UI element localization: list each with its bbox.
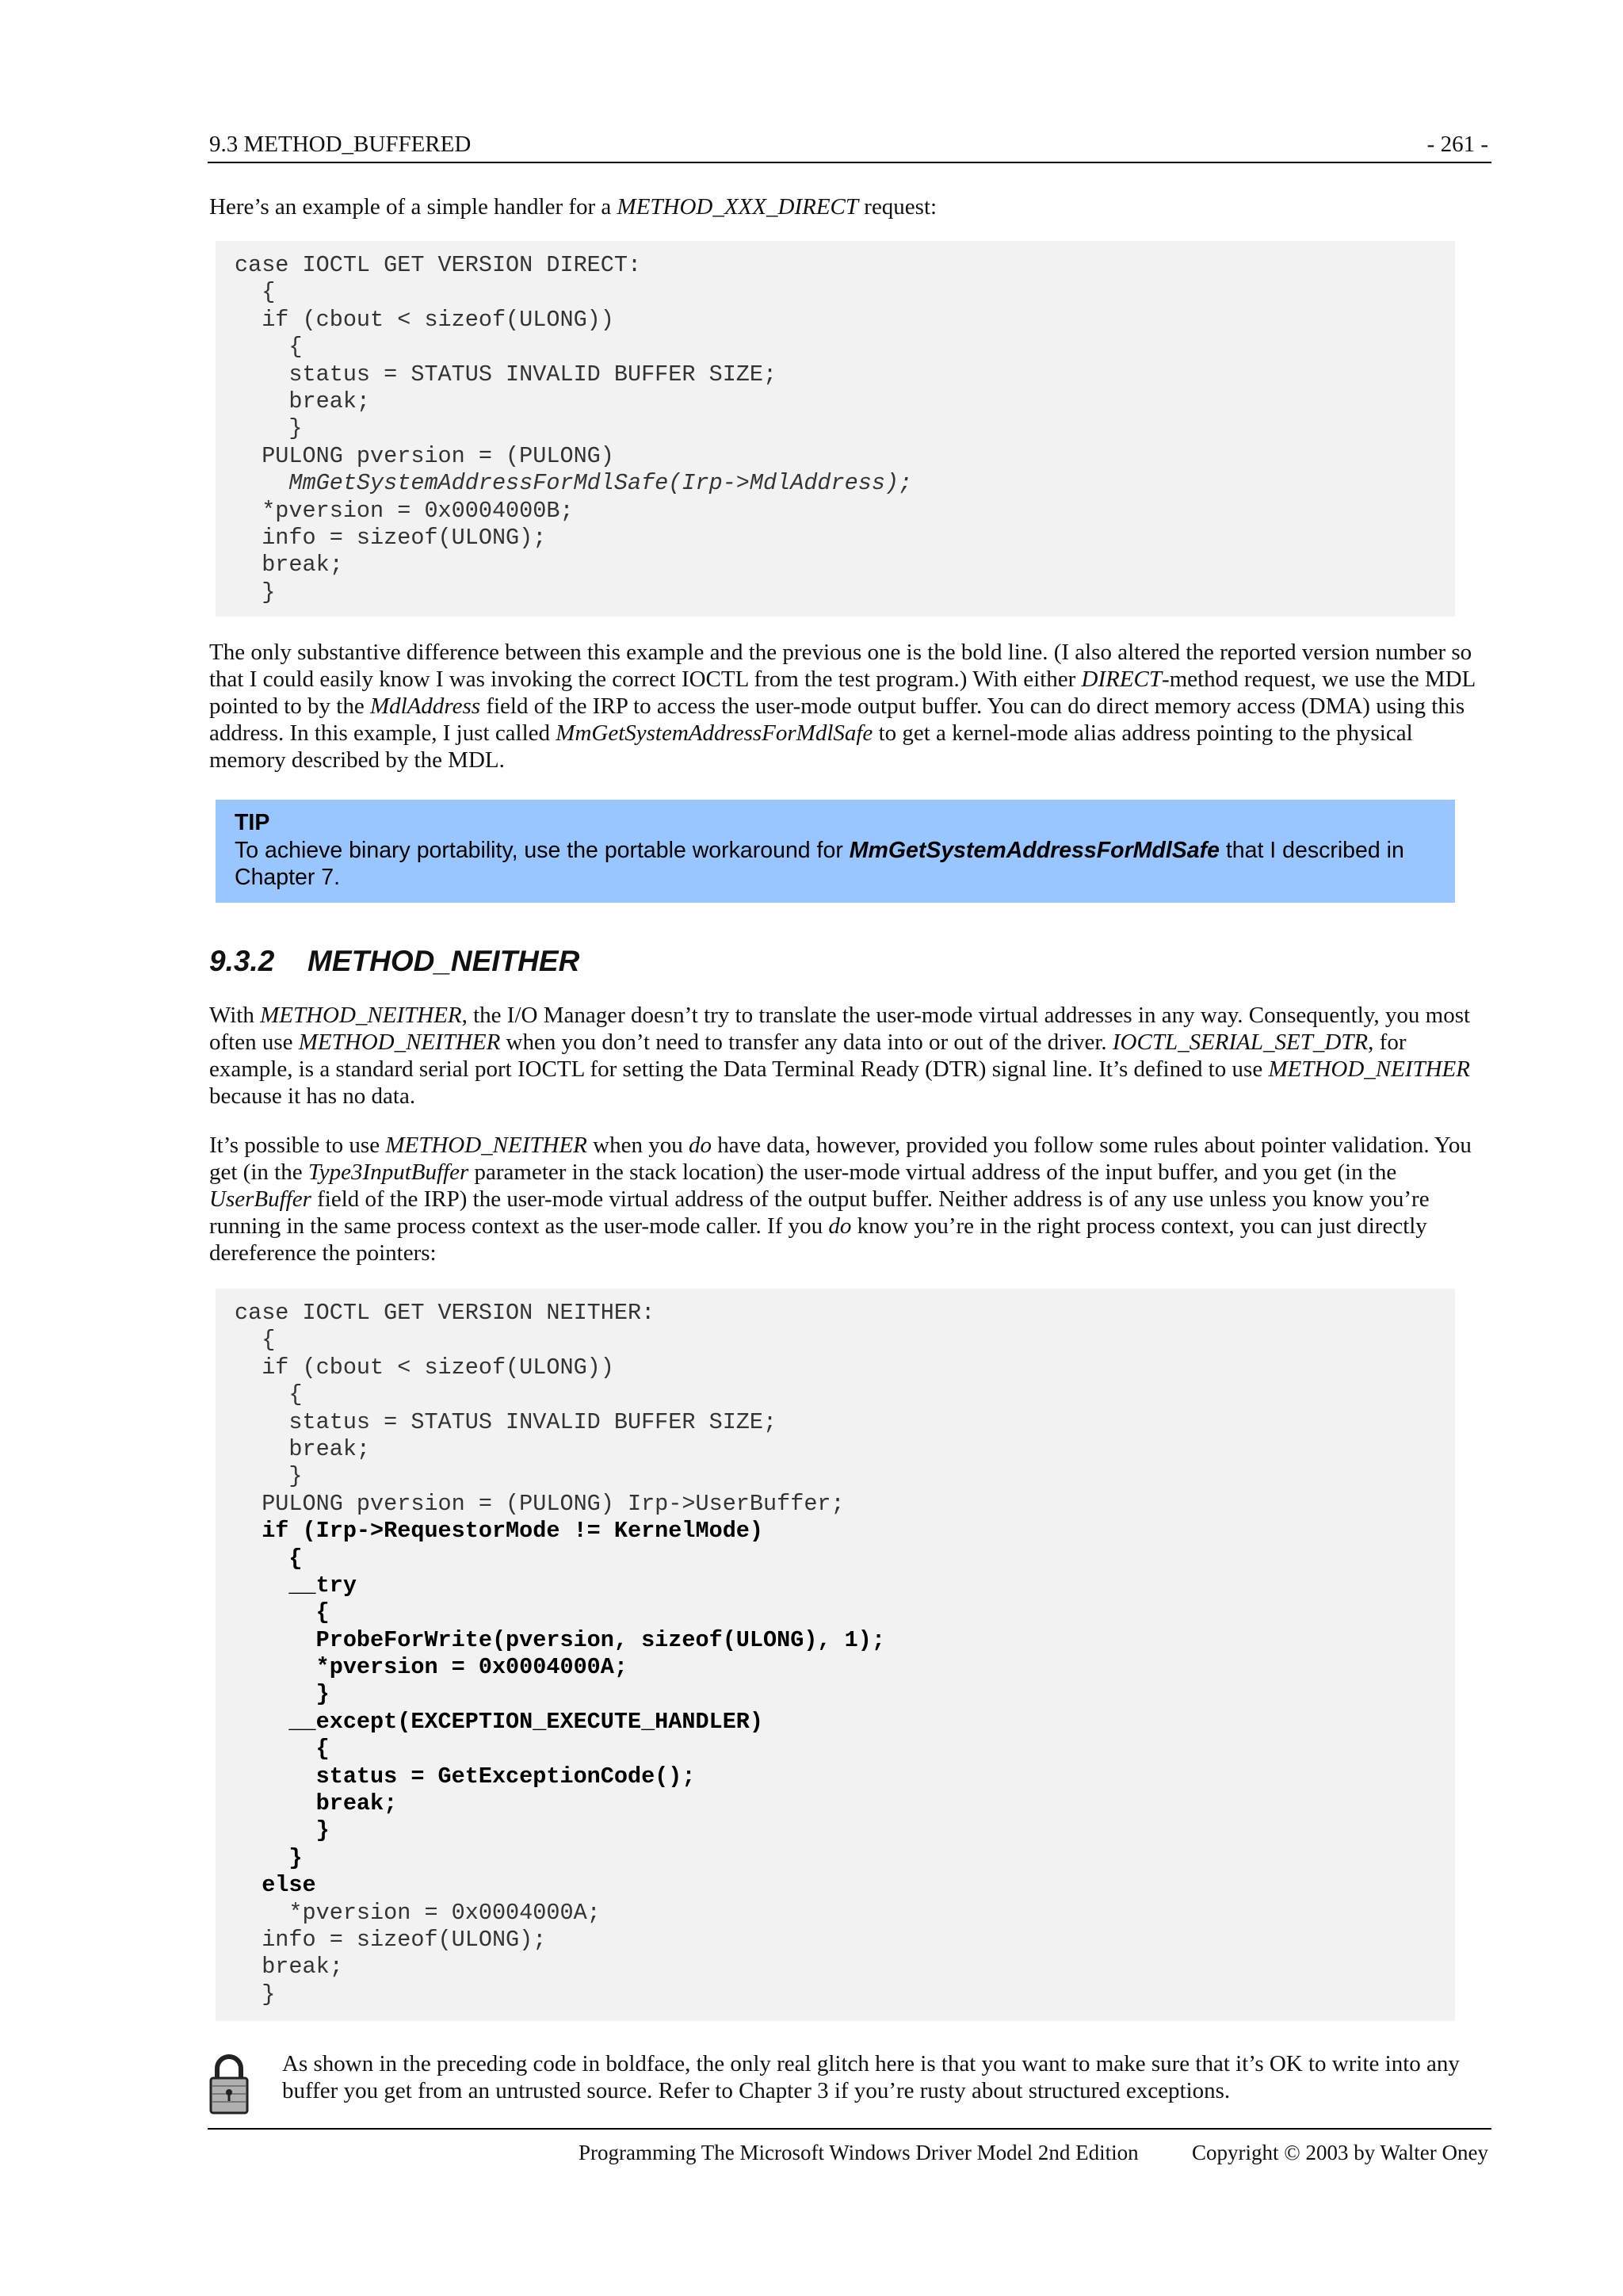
- code-line: *pversion = 0x0004000B;: [235, 497, 574, 524]
- para-emphasis: UserBuffer: [209, 1186, 311, 1212]
- code-line: info = sizeof(ULONG);: [235, 524, 547, 551]
- code-block-direct: [216, 241, 1455, 617]
- intro-text: Here’s an example of a simple handler for a: [209, 194, 617, 220]
- code-line: __try: [235, 1572, 357, 1599]
- code-line: }: [235, 1817, 330, 1844]
- code-line: status = STATUS INVALID BUFFER SIZE;: [235, 1408, 777, 1435]
- para-emphasis: METHOD_NEITHER: [260, 1003, 462, 1028]
- para-emphasis: METHOD_NEITHER: [298, 1030, 501, 1055]
- para-emphasis: MdlAddress: [369, 693, 481, 719]
- para-text: to get a kernel-mode alias address pointing to the physical memory described by the MDL.: [209, 720, 1413, 773]
- para-text: field of the IRP to access the user-mode output buffer. You can do direct memory access (DMA) using this address. In this example, I just called: [209, 693, 1465, 746]
- para-emphasis: MmGetSystemAddressForMdlSafe: [556, 720, 873, 746]
- para-emphasis: do: [688, 1133, 712, 1158]
- code-line: status = GetExceptionCode();: [235, 1763, 696, 1790]
- code-line: break;: [235, 1435, 371, 1462]
- paragraph-neither-intro: [209, 1002, 1487, 1110]
- code-line: {: [235, 1381, 303, 1408]
- code-line: }: [235, 579, 276, 606]
- para-text: know you’re in the right process context, you can just directly dereference the pointers:: [209, 1213, 1427, 1266]
- code-line: {: [235, 1545, 303, 1572]
- lock-icon: [208, 2053, 250, 2116]
- code-line: case IOCTL GET VERSION DIRECT:: [235, 252, 642, 278]
- code-line: if (cbout < sizeof(ULONG)): [235, 1354, 614, 1381]
- para-text: when you don’t need to transfer any data into or out of the driver.: [500, 1030, 1113, 1055]
- tip-text: [235, 837, 1436, 892]
- code-line: *pversion = 0x0004000A;: [235, 1654, 628, 1681]
- para-text: -method request, we use the MDL pointed to by the: [209, 667, 1476, 719]
- intro-text-end: request:: [858, 194, 938, 220]
- paragraph-direct-explanation: [209, 639, 1487, 774]
- paragraph-neither-details: [209, 1132, 1487, 1266]
- para-text: have data, however, provided you follow some rules about pointer validation. You get (in the: [209, 1133, 1472, 1185]
- tip-box: [216, 800, 1455, 903]
- para-emphasis: IOCTL_SERIAL_SET_DTR: [1112, 1030, 1369, 1055]
- code-line: {: [235, 334, 303, 361]
- code-line: case IOCTL GET VERSION NEITHER:: [235, 1300, 655, 1326]
- para-emphasis: Type3InputBuffer: [307, 1159, 469, 1185]
- header-section: 9.3 METHOD_BUFFERED: [209, 132, 472, 157]
- code-line: break;: [235, 388, 371, 415]
- para-text: With: [209, 1003, 261, 1028]
- code-line: break;: [235, 1954, 343, 1981]
- code-line: {: [235, 1599, 330, 1626]
- code-line: if (Irp->RequestorMode != KernelMode): [235, 1518, 764, 1545]
- tip-function-name: MmGetSystemAddressForMdlSafe: [849, 837, 1220, 863]
- code-line: info = sizeof(ULONG);: [235, 1926, 547, 1953]
- footer-book-title: Programming The Microsoft Windows Driver Model 2nd Edition: [579, 2141, 1139, 2164]
- para-text: parameter in the stack location) the user-mode virtual address of the input buffer, and you get (in the: [468, 1159, 1397, 1185]
- code-line: }: [235, 1981, 276, 2008]
- para-emphasis: METHOD_NEITHER: [1268, 1056, 1470, 1082]
- footer-copyright: Copyright © 2003 by Walter Oney: [1191, 2141, 1488, 2164]
- code-line: else: [235, 1872, 316, 1899]
- note-text: As shown in the preceding code in boldface, the only real glitch here is that you want to make sure that it’s OK to write into any buffer you get from an untrusted source. Refer to Chapter 3 if you’re rusty about structured exceptions.: [282, 2051, 1460, 2103]
- code-line: ProbeForWrite(pversion, sizeof(ULONG), 1);: [235, 1626, 885, 1653]
- section-number: 9.3.2: [209, 945, 275, 977]
- para-text: The only substantive difference between this example and the previous one is the bold line. (I also altered the reported version number so that I could easily know I was invoking the correct IOCTL from the test program.) With either: [209, 640, 1472, 692]
- code-line: }: [235, 1463, 303, 1490]
- code-line: }: [235, 1844, 303, 1871]
- section-heading: [209, 945, 579, 978]
- intro-paragraph: [209, 193, 1487, 220]
- intro-emphasis: METHOD_XXX_DIRECT: [617, 194, 859, 220]
- code-line: if (cbout < sizeof(ULONG)): [235, 306, 614, 333]
- code-line: {: [235, 1327, 276, 1354]
- para-emphasis: METHOD_NEITHER: [385, 1133, 587, 1158]
- running-footer: [208, 2128, 1491, 2164]
- tip-title: TIP: [235, 810, 270, 835]
- tip-text-end: that I described in Chapter 7.: [235, 837, 1404, 890]
- code-line: {: [235, 279, 276, 306]
- code-line: status = STATUS INVALID BUFFER SIZE;: [235, 361, 777, 388]
- para-text: field of the IRP) the user-mode virtual address of the output buffer. Neither address is of any use unless you know you’re running in the same process context as the user-mode caller. If you: [209, 1186, 1430, 1239]
- code-line: PULONG pversion = (PULONG) Irp->UserBuffer;: [235, 1490, 845, 1517]
- para-emphasis: do: [828, 1213, 852, 1239]
- code-line: PULONG pversion = (PULONG): [235, 442, 614, 469]
- code-line: break;: [235, 1790, 398, 1817]
- header-page-number: - 261 -: [1426, 132, 1488, 157]
- running-header: [208, 127, 1491, 163]
- para-text: because it has no data.: [209, 1083, 416, 1109]
- code-line: }: [235, 1681, 330, 1708]
- code-line: __except(EXCEPTION_EXECUTE_HANDLER): [235, 1708, 764, 1735]
- code-line: }: [235, 415, 303, 442]
- code-line: *pversion = 0x0004000A;: [235, 1899, 601, 1926]
- tip-text-start: To achieve binary portability, use the portable workaround for: [235, 837, 850, 863]
- code-line: {: [235, 1736, 330, 1763]
- para-text: , for example, is a standard serial port IOCTL for setting the Data Terminal Ready (DTR) signal line. It’s defined to use: [209, 1030, 1407, 1082]
- code-line: MmGetSystemAddressForMdlSafe(Irp->MdlAddress);: [235, 470, 913, 497]
- para-emphasis: DIRECT: [1081, 667, 1163, 692]
- section-title: METHOD_NEITHER: [307, 945, 580, 977]
- para-text: when you: [586, 1133, 689, 1158]
- para-text: , the I/O Manager doesn’t try to translate the user-mode virtual addresses in any way. Consequently, you most often use: [209, 1003, 1471, 1055]
- code-block-neither: [216, 1289, 1455, 2021]
- para-text: It’s possible to use: [209, 1133, 386, 1158]
- code-line: break;: [235, 552, 343, 579]
